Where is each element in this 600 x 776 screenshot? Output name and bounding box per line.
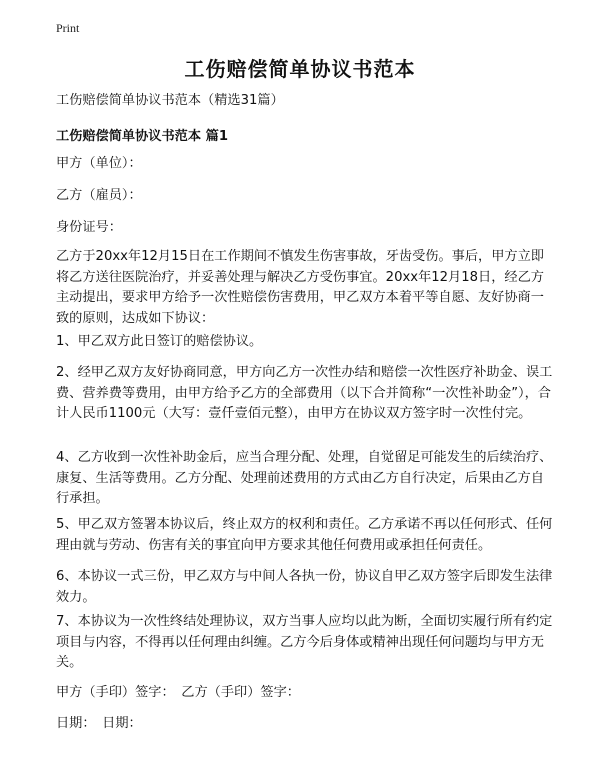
print-link[interactable]: Print <box>56 21 80 35</box>
clause-6: 6、本协议一式三份，甲乙双方与中间人各执一份，协议自甲乙双方签字后即发生法律效力。 <box>56 569 553 605</box>
signature-line: 甲方（手印）签字： 乙方（手印）签字： <box>56 685 300 700</box>
clause-2: 2、经甲乙双方友好协商同意，甲方向乙方一次性办结和赔偿一次性医疗补助金、误工费、营养费等费用，由甲方给予乙方的全部费用（以下合并简称“一次性补助金”），合计人民币1100元（大写：壹仟壹佰元整），由甲方在协议双方签字时一次性付完。 <box>56 365 553 421</box>
section-title: 工伤赔偿简单协议书范本 篇1 <box>56 129 229 144</box>
party-a-field: 甲方（单位）： <box>56 156 142 171</box>
clause-4: 4、乙方收到一次性补助金后，应当合理分配、处理，自觉留足可能发生的后续治疗、康复、生活等费用。乙方分配、处理前述费用的方式由乙方自行决定，后果由乙方自行承担。 <box>56 450 553 506</box>
document-title: 工伤赔偿简单协议书范本 <box>184 57 416 81</box>
document-subtitle: 工伤赔偿简单协议书范本（精选31篇） <box>56 93 284 108</box>
id-number-field: 身份证号： <box>56 220 122 235</box>
clause-1: 1、甲乙双方此日签订的赔偿协议。 <box>56 334 263 349</box>
date-line: 日期： 日期： <box>56 716 142 731</box>
clause-5: 5、甲乙双方签署本协议后，终止双方的权利和责任。乙方承诺不再以任何形式、任何理由就与劳动、伤害有关的事宜向甲方要求其他任何费用或承担任何责任。 <box>56 517 553 553</box>
intro-paragraph: 乙方于20xx年12月15日在工作期间不慎发生伤害事故，牙齿受伤。事后，甲方立即将乙方送往医院治疗，并妥善处理与解决乙方受伤事宜。20xx年12月18日，经乙方主动提出，要求甲方给予一次性赔偿伤害费用，甲乙双方本着平等自愿、友好协商一致的原则，达成如下协议： <box>56 249 544 326</box>
clause-7: 7、本协议为一次性终结处理协议，双方当事人应均以此为断，全面切实履行所有约定项目与内容，不得再以任何理由纠缠。乙方今后身体或精神出现任何问题均与甲方无关。 <box>56 614 553 670</box>
party-b-field: 乙方（雇员）： <box>56 188 142 203</box>
